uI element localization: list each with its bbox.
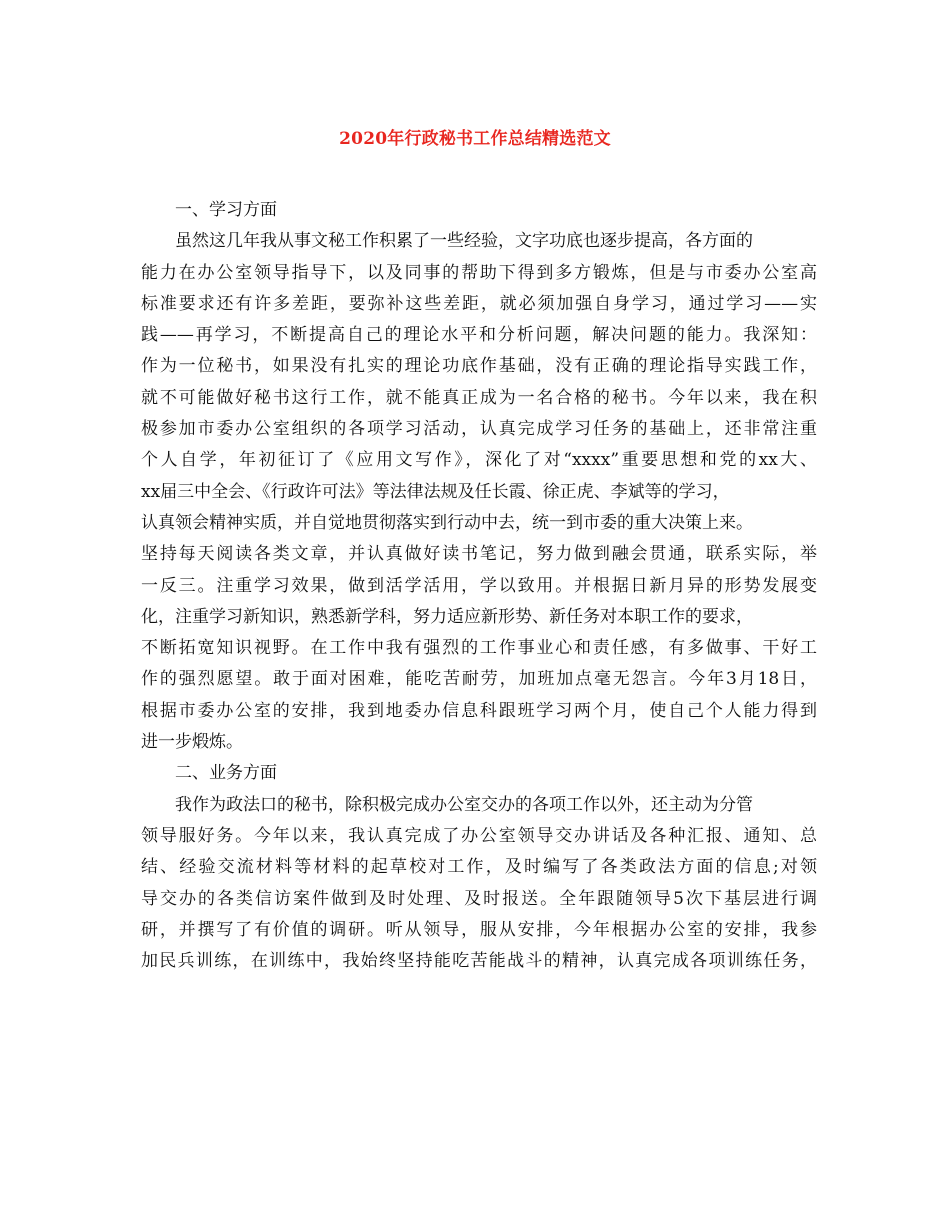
text-line: 加民兵训练，在训练中，我始终坚持能吃苦能战斗的精神，认真完成各项训练任务， [141, 951, 817, 972]
section-heading: 二、业务方面 [175, 763, 277, 784]
text-line: 作的强烈愿望。敢于面对困难，能吃苦耐劳，加班加点毫无怨言。今年3月18日， [141, 669, 817, 690]
text-line: 不断拓宽知识视野。在工作中我有强烈的工作事业心和责任感，有多做事、干好工 [141, 638, 817, 659]
text-line: xx届三中全会、《行政许可法》等法律法规及任长霞、徐正虎、李斌等的学习， [141, 481, 730, 502]
text-line: 研，并撰写了有价值的调研。听从领导，服从安排，今年根据办公室的安排，我参 [141, 919, 817, 940]
text-line: 践——再学习，不断提高自己的理论水平和分析问题，解决问题的能力。我深知： [141, 325, 817, 346]
text-line: 化，注重学习新知识，熟悉新学科，努力适应新形势、新任务对本职工作的要求， [141, 606, 753, 627]
text-line: 我作为政法口的秘书，除积极完成办公室交办的各项工作以外，还主动为分管 [175, 794, 753, 815]
text-line: 能力在办公室领导指导下，以及同事的帮助下得到多方锻炼，但是与市委办公室高 [141, 262, 817, 283]
text-line: 个人自学，年初征订了《应用文写作》，深化了对“xxxx”重要思想和党的xx大、 [141, 450, 817, 471]
text-line: 导交办的各类信访案件做到及时处理、及时报送。全年跟随领导5次下基层进行调 [141, 888, 817, 909]
text-line: 一反三。注重学习效果，做到活学活用，学以致用。并根据日新月异的形势发展变 [141, 575, 817, 596]
text-line: 极参加市委办公室组织的各项学习活动，认真完成学习任务的基础上，还非常注重 [141, 419, 817, 440]
text-line: 认真领会精神实质，并自觉地贯彻落实到行动中去，统一到市委的重大决策上来。 [141, 512, 753, 533]
document-body [141, 195, 817, 977]
text-line: 就不可能做好秘书这行工作，就不能真正成为一名合格的秘书。今年以来，我在积 [141, 387, 817, 408]
text-line: 结、经验交流材料等材料的起草校对工作，及时编写了各类政法方面的信息;对领 [141, 857, 817, 878]
text-line: 领导服好务。今年以来，我认真完成了办公室领导交办讲话及各种汇报、通知、总 [141, 825, 817, 846]
document-title: 2020年行政秘书工作总结精选范文 [339, 129, 611, 149]
text-line: 坚持每天阅读各类文章，并认真做好读书笔记，努力做到融会贯通，联系实际，举 [141, 544, 817, 565]
text-line: 标准要求还有许多差距，要弥补这些差距，就必须加强自身学习，通过学习——实 [141, 293, 817, 314]
text-line: 进一步煅炼。 [141, 732, 243, 753]
section-heading: 一、学习方面 [175, 200, 277, 220]
text-line: 作为一位秘书，如果没有扎实的理论功底作基础，没有正确的理论指导实践工作， [141, 356, 817, 377]
text-line: 虽然这几年我从事文秘工作积累了一些经验，文字功底也逐步提高，各方面的 [175, 231, 753, 252]
text-line: 根据市委办公室的安排，我到地委办信息科跟班学习两个月，使自己个人能力得到 [141, 700, 817, 721]
